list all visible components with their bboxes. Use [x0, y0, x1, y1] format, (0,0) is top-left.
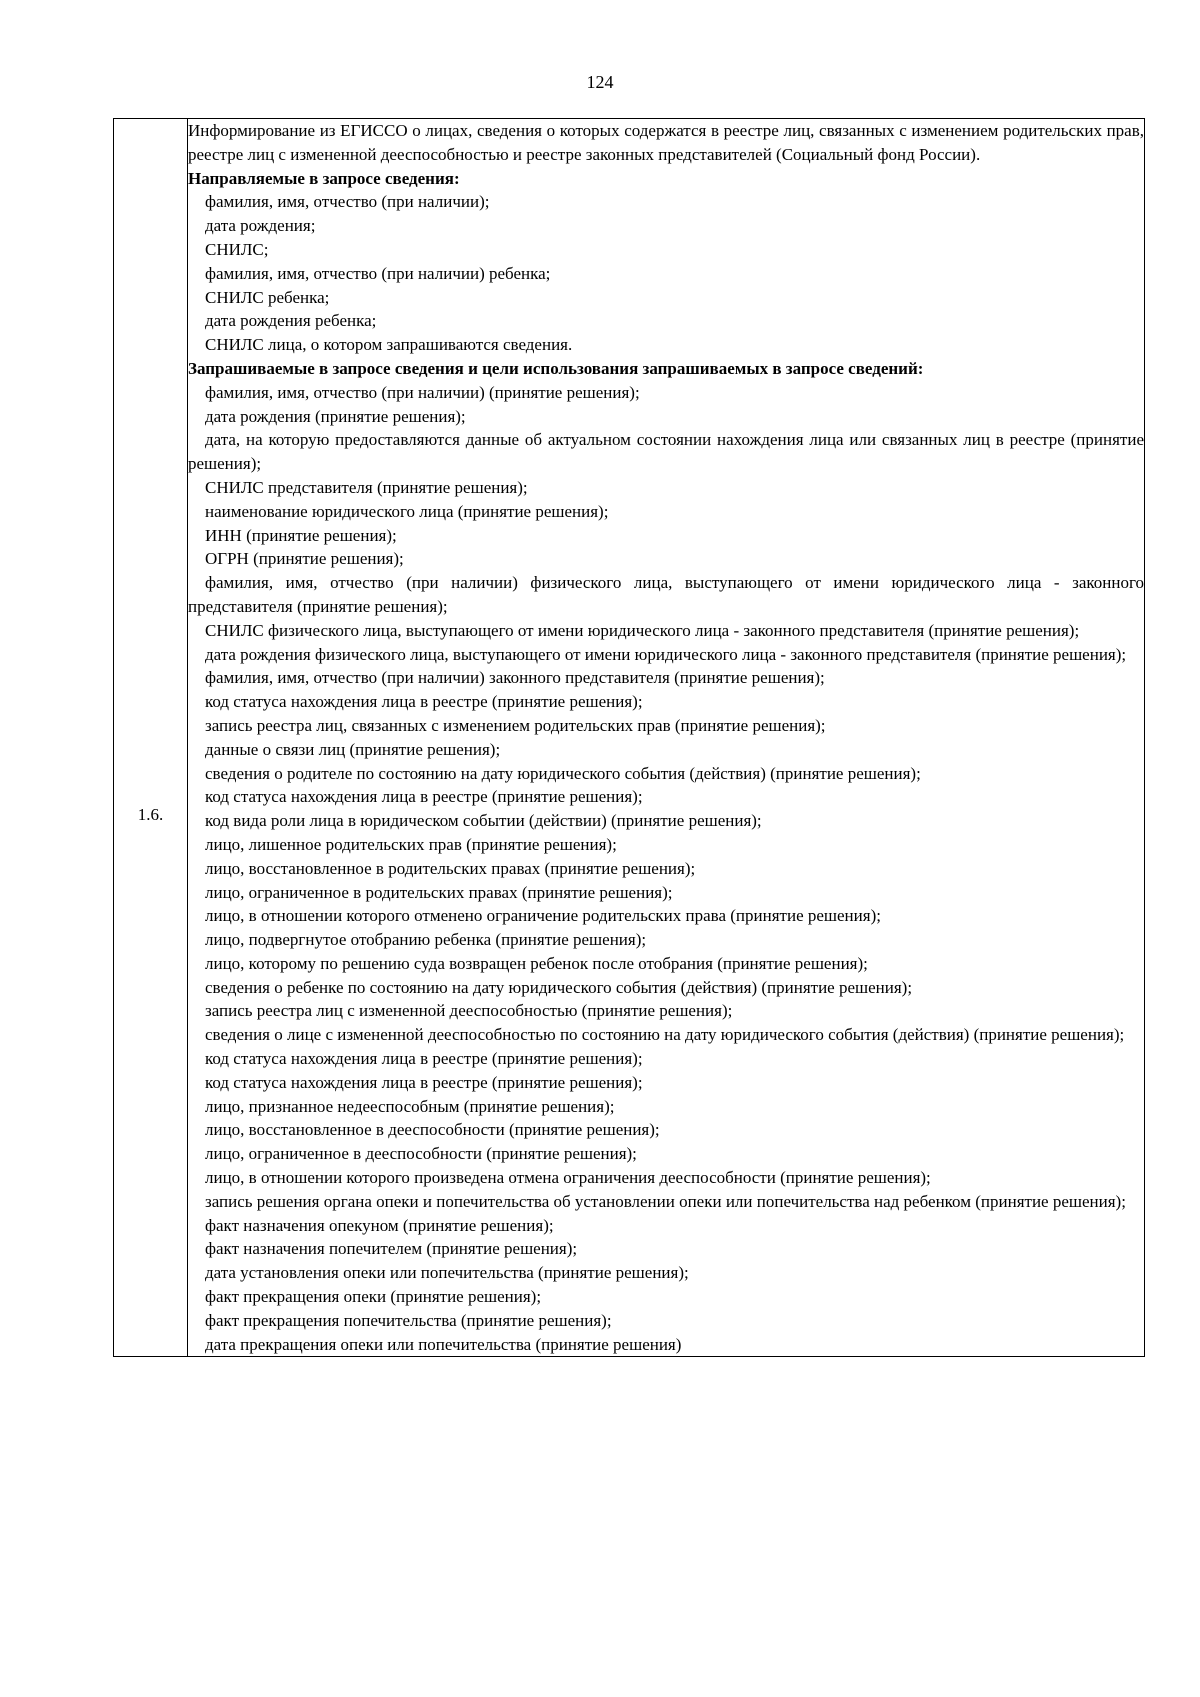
requested-item: лицо, в отношении которого произведена отмена ограничения дееспособности (принятие решения);	[205, 1168, 931, 1188]
requested-heading: Запрашиваемые в запросе сведения и цели использования запрашиваемых в запросе сведений:	[188, 358, 924, 378]
requested-item: лицо, которому по решению суда возвращен ребенок после отобрания (принятие решения);	[205, 953, 868, 973]
requested-item: сведения о родителе по состоянию на дату юридического события (действия) (принятие решения);	[205, 763, 921, 783]
requested-item: запись реестра лиц, связанных с изменением родительских прав (принятие решения);	[205, 715, 826, 735]
row-content	[188, 119, 1144, 1356]
requested-item: наименование юридического лица (принятие решения);	[205, 501, 609, 521]
requested-item: код вида роли лица в юридическом событии (действии) (принятие решения);	[205, 811, 762, 831]
requested-item: сведения о лице с измененной дееспособностью по состоянию на дату юридического события (действия) (принятие решения);	[205, 1025, 1125, 1045]
page-number: 124	[586, 72, 614, 92]
sent-item: дата рождения;	[205, 216, 316, 236]
row-content-cell	[188, 119, 1145, 1357]
row-number-cell	[114, 119, 188, 1357]
sent-items-list	[188, 190, 1144, 357]
requested-item: запись реестра лиц с измененной дееспособностью (принятие решения);	[205, 1001, 733, 1021]
requested-item: фамилия, имя, отчество (при наличии) (принятие решения);	[205, 382, 640, 402]
requested-item: код статуса нахождения лица в реестре (принятие решения);	[205, 692, 643, 712]
requested-item: запись решения органа опеки и попечительства об установлении опеки или попечительства над ребенком (принятие решения);	[205, 1191, 1126, 1211]
requested-item: ИНН (принятие решения);	[205, 525, 397, 545]
requested-item: лицо, ограниченное в дееспособности (принятие решения);	[205, 1144, 637, 1164]
requested-item: лицо, признанное недееспособным (принятие решения);	[205, 1096, 615, 1116]
sent-item: фамилия, имя, отчество (при наличии) ребенка;	[205, 263, 551, 283]
requested-item: СНИЛС представителя (принятие решения);	[205, 477, 528, 497]
requested-item: дата прекращения опеки или попечительства (принятие решения)	[205, 1334, 682, 1354]
requested-item: лицо, в отношении которого отменено ограничение родительских права (принятие решения);	[205, 906, 881, 926]
table-row	[114, 119, 1145, 1357]
requested-items-list	[188, 381, 1144, 1357]
requested-item: код статуса нахождения лица в реестре (принятие решения);	[205, 1072, 643, 1092]
document-table	[113, 118, 1145, 1357]
requested-item: дата установления опеки или попечительства (принятие решения);	[205, 1263, 689, 1283]
requested-item: фамилия, имя, отчество (при наличии) физического лица, выступающего от имени юридического лица - законного представителя (принятие решения);	[188, 573, 1144, 616]
requested-item: лицо, подвергнутое отобранию ребенка (принятие решения);	[205, 930, 647, 950]
intro-text: Информирование из ЕГИССО о лицах, сведения о которых содержатся в реестре лиц, связанных с изменением родительских прав, реестре лиц с измененной дееспособностью и реестре законных представителей (Социальный фонд России).	[188, 121, 1144, 164]
requested-item: данные о связи лиц (принятие решения);	[205, 739, 501, 759]
requested-item: лицо, восстановленное в родительских правах (принятие решения);	[205, 858, 696, 878]
requested-item: фамилия, имя, отчество (при наличии) законного представителя (принятие решения);	[205, 668, 825, 688]
sent-item: СНИЛС лица, о котором запрашиваются сведения.	[205, 335, 573, 355]
sent-item: СНИЛС ребенка;	[205, 287, 330, 307]
requested-item: лицо, восстановленное в дееспособности (принятие решения);	[205, 1120, 660, 1140]
requested-item: код статуса нахождения лица в реестре (принятие решения);	[205, 1049, 643, 1069]
row-number: 1.6.	[137, 805, 164, 824]
requested-item: факт прекращения попечительства (принятие решения);	[205, 1310, 612, 1330]
requested-item: факт назначения попечителем (принятие решения);	[205, 1239, 578, 1259]
requested-item: сведения о ребенке по состоянию на дату юридического события (действия) (принятие решения);	[205, 977, 913, 997]
requested-item: дата рождения физического лица, выступающего от имени юридического лица - законного представителя (принятие решения);	[205, 644, 1127, 664]
requested-item: код статуса нахождения лица в реестре (принятие решения);	[205, 787, 643, 807]
requested-item: дата рождения (принятие решения);	[205, 406, 466, 426]
requested-item: лицо, ограниченное в родительских правах (принятие решения);	[205, 882, 673, 902]
sent-item: дата рождения ребенка;	[205, 311, 377, 331]
requested-item: СНИЛС физического лица, выступающего от имени юридического лица - законного представителя (принятие решения);	[205, 620, 1080, 640]
sent-item: СНИЛС;	[205, 239, 269, 259]
requested-item: факт назначения опекуном (принятие решения);	[205, 1215, 554, 1235]
requested-item: лицо, лишенное родительских прав (принятие решения);	[205, 834, 617, 854]
requested-item: ОГРН (принятие решения);	[205, 549, 404, 569]
requested-item: дата, на которую предоставляются данные об актуальном состоянии нахождения лица или связанных лиц в реестре (принятие решения);	[188, 430, 1144, 474]
sent-item: фамилия, имя, отчество (при наличии);	[205, 192, 490, 212]
sent-heading: Направляемые в запросе сведения:	[188, 168, 460, 188]
requested-item: факт прекращения опеки (принятие решения);	[205, 1287, 542, 1307]
